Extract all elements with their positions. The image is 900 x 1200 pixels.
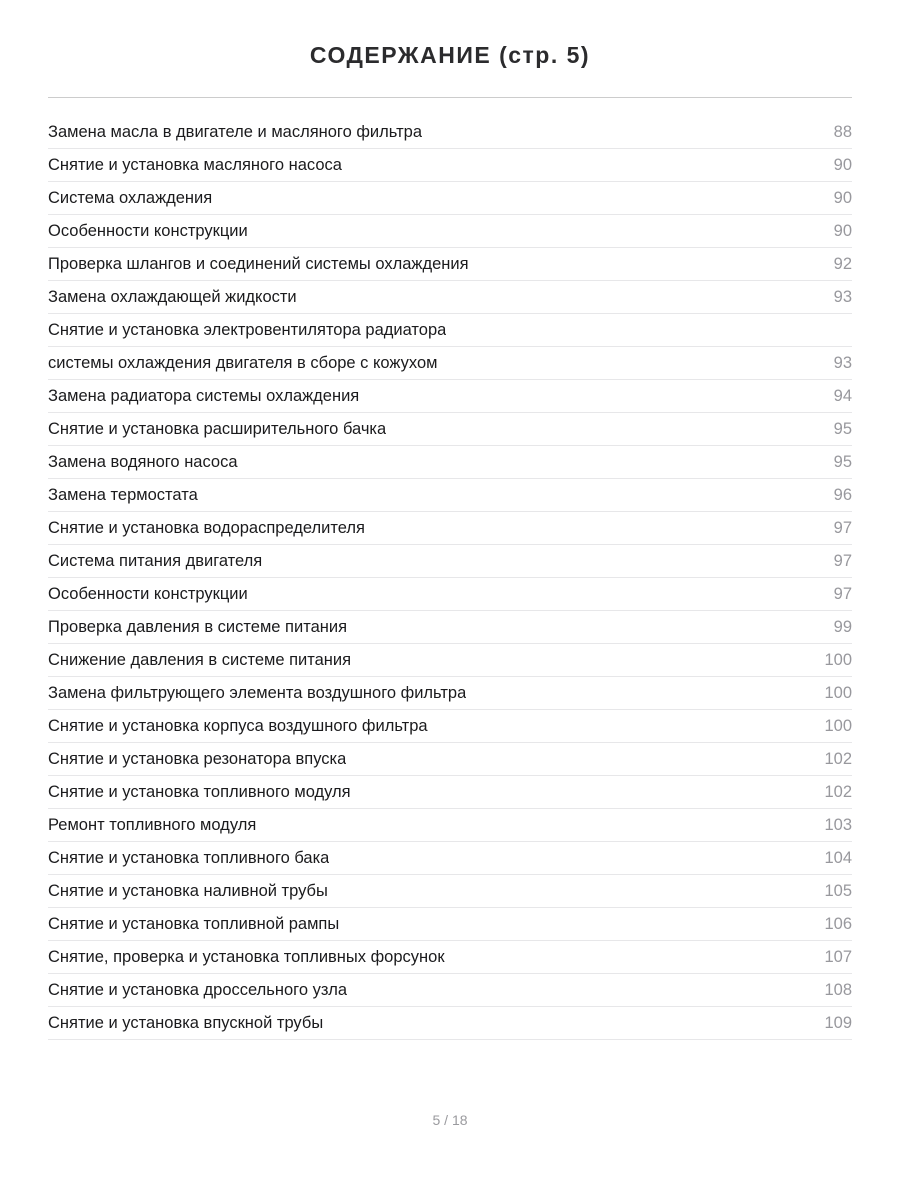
toc-entry-label: Особенности конструкции: [48, 584, 248, 603]
toc-entry-label: Снятие и установка топливного модуля: [48, 782, 351, 801]
toc-entry: [48, 380, 852, 413]
toc-entry-label: Система питания двигателя: [48, 551, 263, 570]
toc-entry-label: Снятие и установка электровентилятора радиатора: [48, 320, 447, 339]
toc-entry: [48, 875, 852, 908]
toc-entry-label: Замена масла в двигателе и масляного фильтра: [48, 122, 422, 141]
toc-entry: [48, 545, 852, 578]
toc-entry-label: Замена водяного насоса: [48, 452, 238, 471]
toc-entry-page: 109: [824, 1013, 852, 1032]
toc-entry: [48, 446, 852, 479]
toc-entry-page: 97: [833, 551, 852, 570]
toc-entry: [48, 644, 852, 677]
toc-entry: [48, 743, 852, 776]
toc-entry: [48, 116, 852, 149]
toc-entry-page: 105: [824, 881, 852, 900]
toc-entry: [48, 908, 852, 941]
toc-entry-page: 108: [824, 980, 852, 999]
toc-entry-page: 96: [833, 485, 852, 504]
toc-entry-label: Снятие и установка топливной рампы: [48, 914, 340, 933]
toc-entry-page: 88: [833, 122, 852, 141]
toc-entry-page: 102: [824, 782, 852, 801]
toc-entry-label: Снижение давления в системе питания: [48, 650, 352, 669]
toc-entry-page: 95: [833, 419, 852, 438]
toc-entry: [48, 809, 852, 842]
toc-entry-page: 90: [833, 155, 852, 174]
toc-entry-label: Замена фильтрующего элемента воздушного фильтра: [48, 683, 467, 702]
toc-entry: [48, 149, 852, 182]
toc-entry-label: Снятие и установка резонатора впуска: [48, 749, 347, 768]
toc-entry: [48, 776, 852, 809]
toc-entry-label: Снятие, проверка и установка топливных форсунок: [48, 947, 445, 966]
toc-entry: [48, 677, 852, 710]
toc-entry-label: системы охлаждения двигателя в сборе с кожухом: [48, 353, 438, 372]
toc-entry-label: Снятие и установка топливного бака: [48, 848, 330, 867]
toc-entry: [48, 578, 852, 611]
toc-entry-label: Проверка давления в системе питания: [48, 617, 348, 636]
toc-entry-label: Снятие и установка корпуса воздушного фильтра: [48, 716, 428, 735]
toc-entry-label: Замена термостата: [48, 485, 198, 504]
toc-entry: [48, 611, 852, 644]
toc-entry-label: Ремонт топливного модуля: [48, 815, 257, 834]
toc-entry-label: Снятие и установка наливной трубы: [48, 881, 328, 900]
toc-entry: [48, 281, 852, 314]
toc-entry: [48, 347, 852, 380]
toc-entry: [48, 479, 852, 512]
toc-entry: [48, 215, 852, 248]
toc-entry-page: 95: [833, 452, 852, 471]
toc-entry-label: Снятие и установка масляного насоса: [48, 155, 342, 174]
toc-entry-page: 90: [833, 188, 852, 207]
toc-entry: [48, 710, 852, 743]
toc-entry-page: 99: [833, 617, 852, 636]
toc-entry: [48, 512, 852, 545]
toc-entry: [48, 413, 852, 446]
page-number-footer: 5 / 18: [432, 1112, 468, 1128]
title-divider: [48, 97, 852, 98]
toc-entry-page: 93: [833, 353, 852, 372]
toc-entry: [48, 842, 852, 875]
toc-entry-page: 100: [824, 716, 852, 735]
toc-entry-page: 97: [833, 518, 852, 537]
toc-entry-page: 103: [824, 815, 852, 834]
toc-entry: [48, 941, 852, 974]
toc-entry: [48, 314, 852, 347]
toc-entry-page: 90: [833, 221, 852, 240]
toc-entry-page: 106: [824, 914, 852, 933]
toc-entry-label: Система охлаждения: [48, 188, 213, 207]
toc-entry: [48, 974, 852, 1007]
toc-entry-label: Особенности конструкции: [48, 221, 248, 240]
toc-entry: [48, 182, 852, 215]
toc-entry-page: 93: [833, 287, 852, 306]
toc-entry-page: 102: [824, 749, 852, 768]
toc-entry-label: Проверка шлангов и соединений системы охлаждения: [48, 254, 469, 273]
toc-entry-page: 107: [824, 947, 852, 966]
toc-entry-label: Снятие и установка впускной трубы: [48, 1013, 324, 1032]
toc-entry-label: Замена охлаждающей жидкости: [48, 287, 297, 306]
toc-entry-page: 92: [833, 254, 852, 273]
toc-entry-page: 97: [833, 584, 852, 603]
toc-entry-label: Снятие и установка дроссельного узла: [48, 980, 348, 999]
toc-entry-page: 94: [833, 386, 852, 405]
toc-entry-page: 100: [824, 683, 852, 702]
toc-list: [48, 116, 852, 1040]
page-title: СОДЕРЖАНИЕ (стр. 5): [309, 42, 591, 68]
toc-entry-page: 104: [824, 848, 852, 867]
toc-entry-label: Снятие и установка водораспределителя: [48, 518, 365, 537]
toc-entry: [48, 1007, 852, 1040]
toc-entry-label: Замена радиатора системы охлаждения: [48, 386, 360, 405]
toc-entry: [48, 248, 852, 281]
toc-entry-page: 100: [824, 650, 852, 669]
toc-entry-label: Снятие и установка расширительного бачка: [48, 419, 387, 438]
